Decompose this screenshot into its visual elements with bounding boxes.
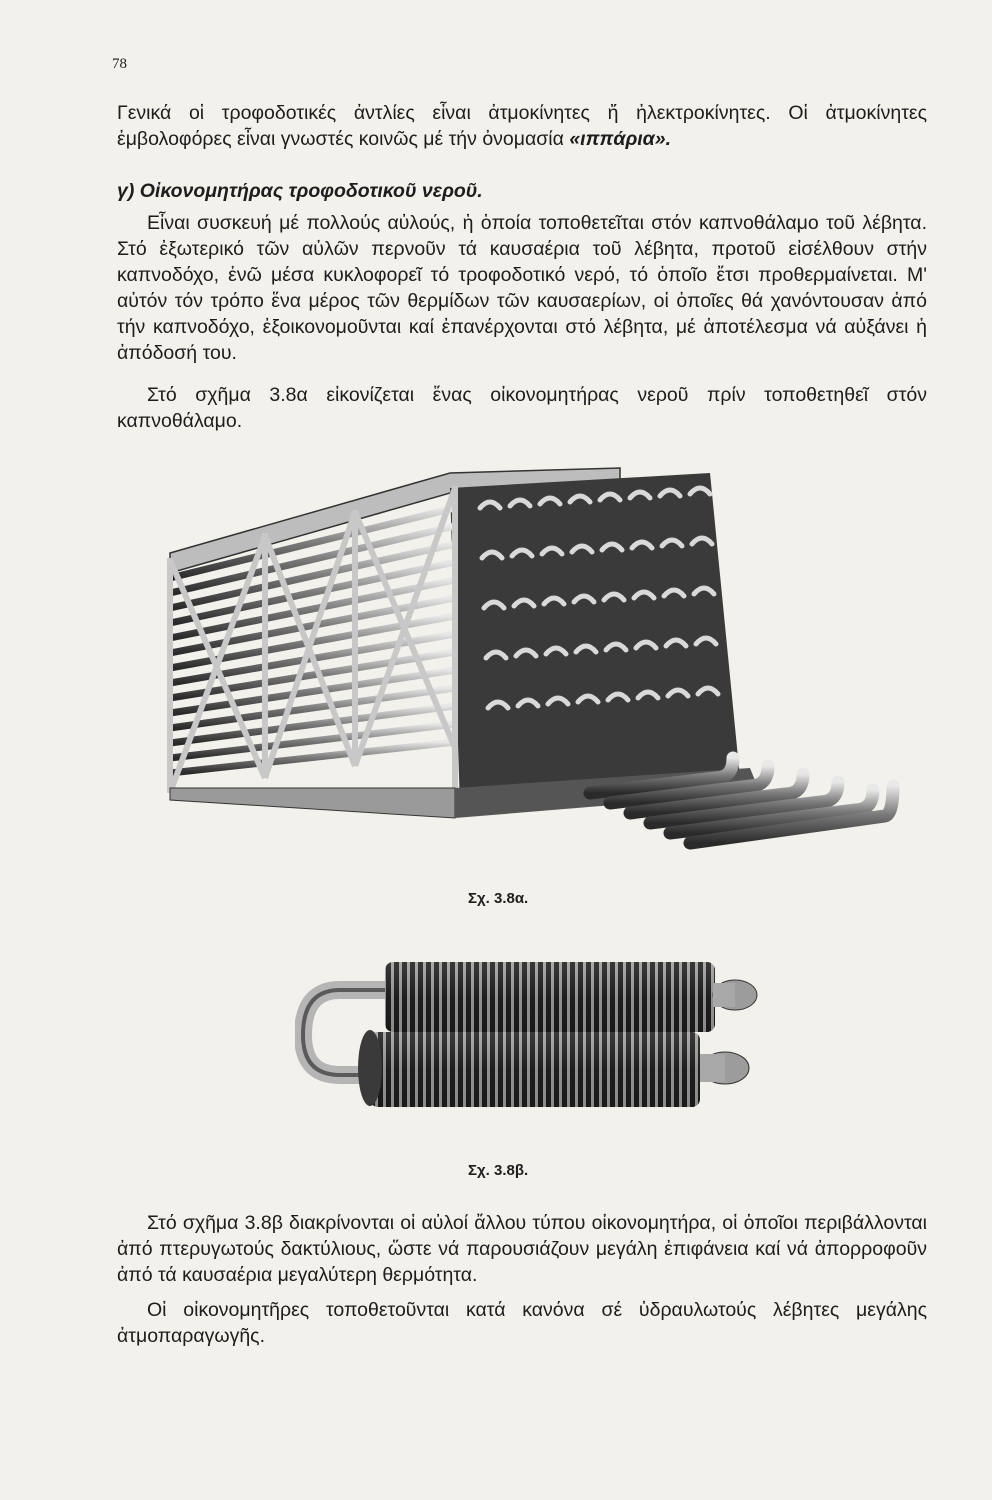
section-paragraph-2: Στό σχῆμα 3.8α εἰκονίζεται ἕνας οἰκονομητήρας νεροῦ πρίν τοποθετηθεῖ στόν καπνοθάλαμο. — [117, 384, 927, 432]
closing-paragraph-2: Οἱ οἰκονομητῆρες τοποθετοῦνται κατά κανόνα σέ ὑδραυλωτούς λέβητες μεγάλης ἀτμοπαραγωγῆς. — [117, 1299, 927, 1347]
finned-tubes-illustration — [295, 950, 775, 1140]
section-paragraph-1: Εἶναι συσκευή μέ πολλούς αὐλούς, ἡ ὁποία τοποθετεῖται στόν καπνοθάλαμο τοῦ λέβητα. Στό ἐξωτερικό τῶν αὐλῶν περνοῦν τά καυσαέρια τοῦ λέβητα, προτοῦ εἰσέλθουν στήν καπνοδόχο, ἐνῶ μέσα κυκλοφορεῖ τό τροφοδοτικό νερό, τό ὁποῖο ἔτσι προθερμαίνεται. Μ' αὐτόν τόν τρόπο ἕνα μέρος τῶν θερμίδων τῶν καυσαερίων, οἱ ὁποῖες θά χανόντουσαν ἀπό τήν καπνοδόχο, ἐξοικονομοῦνται καί ἐπανέρχονται στό λέβητα, μέ ἀποτέλεσμα νά αὐξάνει ἡ ἀπόδοσή του. — [117, 212, 927, 364]
closing-paragraph-1: Στό σχῆμα 3.8β διακρίνονται οἱ αὐλοί ἄλλου τύπου οἰκονομητήρα, οἱ ὁποῖοι περιβάλλονται ἀπό πτερυγωτούς δακτύλιους, ὥστε νά παρουσιάζουν μεγάλη ἐπιφάνεια καί νά ἀπορροφοῦν ἀπό τά καυσαέρια μεγαλύτερη θερμότητα. — [117, 1212, 927, 1286]
intro-term: «ιππάρια». — [569, 128, 672, 150]
page-number: 78 — [112, 56, 127, 72]
section-heading: γ) Οἰκονομητήρας τροφοδοτικοῦ νεροῦ. — [117, 180, 483, 202]
economizer-illustration — [150, 448, 900, 868]
intro-paragraph — [117, 100, 927, 152]
figure-b-caption: Σχ. 3.8β. — [468, 1162, 529, 1179]
figure-a-caption: Σχ. 3.8α. — [468, 890, 529, 907]
intro-text: Γενικά οἱ τροφοδοτικές ἀντλίες εἶναι ἀτμοκίνητες ἤ ἠλεκτροκίνητες. Οἱ ἀτμοκίνητες ἐμβολοφόρες εἶναι γνωστές κοινῶς μέ τήν ὀνομασία — [117, 102, 927, 150]
